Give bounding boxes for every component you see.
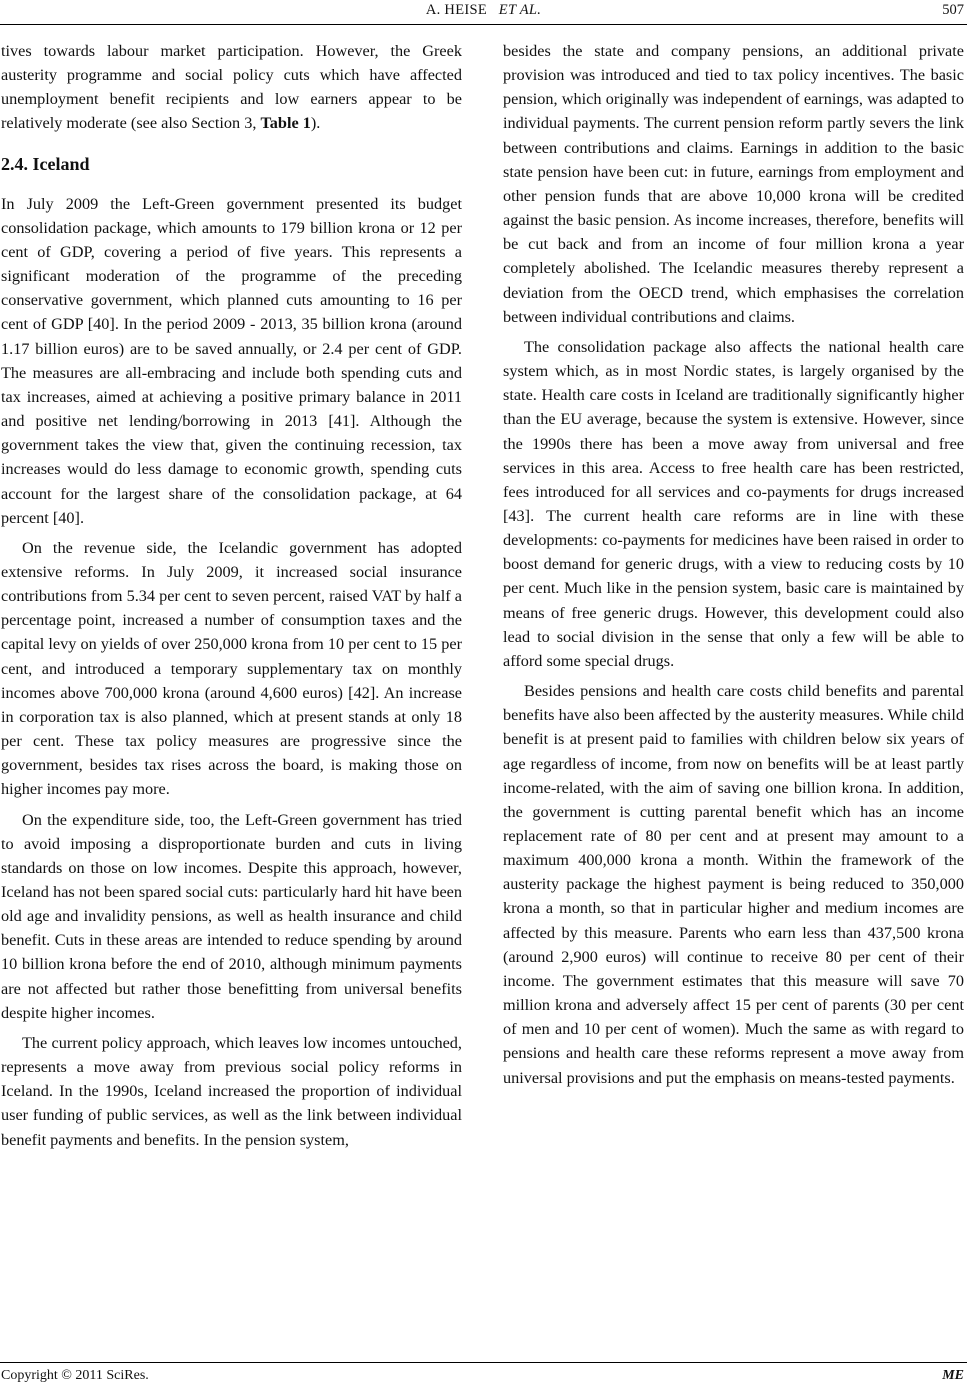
page-header — [0, 0, 967, 26]
header-rule — [0, 24, 967, 25]
right-column — [503, 39, 964, 1090]
paragraph-revenue-side: On the revenue side, the Icelandic government has adopted extensive reforms. In July 2009, it increased social insurance contributions from 5.34 per cent to seven percent, raised VAT by half a percentage point, increased a number of consumption taxes and the capital levy on yields of over 250,000 krona from 10 per cent to 15 per cent, and introduced a temporary supplementary tax on monthly incomes above 700,000 krona (around 4,600 euros) [42]. An increase in corporation tax is also planned, which at present stands at only 18 per cent. These tax policy measures are progressive since the government, besides tax rises across the board, is making those on higher incomes pay more. — [1, 538, 462, 799]
paragraph-pension-system: besides the state and company pensions, an additional private provision was introduced and tied to tax policy incentives. The basic pension, which originally was independent of earnings, was adapted to individual payments. The current pension reform partly severs the link between contributions and claims. Earnings in addition to the basic state pension have been cut: in future, earnings from employment and other pension funds that are above 10,000 krona will be credited against the basic pension. As income increases, therefore, benefits will be cut back and from an income of four million krona a year completely abolished. The Icelandic measures thereby represent a deviation from the OECD trend, which emphasises the correlation between individual contributions and claims. — [503, 42, 964, 326]
paragraph-health-care: The consolidation package also affects the national health care system which, as in most Nordic states, is largely organised by the state. Health care costs in Iceland are traditionally significantly higher than the EU average, because the system is extensive. However, since the 1990s there has been a move away from universal and free services in this area. Access to free health care has been restricted, fees introduced for all services and co-payments for drugs increased [43]. The current health care reforms are in line with these developments: co-payments for medicines have been raised in order to boost demand for generic drugs, with a view to reducing costs by 10 per cent. Much like in the pension system, basic care is maintained by means of free generic drugs. However, this development could also lead to social division in the sense that only a few will be able to afford some special drugs. — [503, 337, 964, 670]
paragraph-text: tives towards labour market participation. However, the Greek austerity programme and social policy cuts which have affected unemployment benefit recipients and low earners appear to be relatively moderate (see also Section 3, — [1, 42, 462, 133]
footer-rule — [0, 1362, 967, 1363]
left-column — [1, 39, 462, 1152]
running-head — [0, 2, 967, 19]
paragraph-child-parental-benefits: Besides pensions and health care costs child benefits and parental benefits have also been affected by the austerity measures. While child benefit is at present paid to families with children below six years of age regardless of income, from now on benefits will be at least partly income-related, with the aim of saving one billion krona. In addition, the government is cutting parental benefit which has an income replacement rate of 80 per cent and at present may amount to a maximum 400,000 krona a month. Within the framework of the austerity package the highest payment is being reduced to 350,000 krona a month, so that in particular higher and medium incomes are affected by this measure. Parents who earn less than 437,500 krona (around 2,900 euros) will continue to receive 80 per cent of their income. The government estimates that this measure will save 70 million krona and adversely affect 15 per cent of parents (30 per cent of men and 10 per cent of women). Much the same as with regard to pensions and health care these reforms represent a move away from universal provisions and put the emphasis on means-tested payments. — [503, 682, 964, 1087]
paragraph-greece-continuation — [1, 39, 462, 136]
copyright-notice: Copyright © 2011 SciRes. — [1, 1368, 149, 1383]
page-footer — [0, 1360, 967, 1384]
section-heading-iceland: 2.4. Iceland — [1, 153, 90, 174]
running-head-etal: ET AL. — [498, 2, 542, 18]
paragraph-policy-approach: The current policy approach, which leaves low incomes untouched, represents a move away from previous social policy reforms in Iceland. In the 1990s, Iceland increased the proportion of individual user funding of public services, as well as the link between individual benefit payments and benefits. In the pension system, — [1, 1033, 462, 1149]
journal-abbreviation: ME — [942, 1368, 964, 1383]
paragraph-expenditure-side: On the expenditure side, too, the Left-Green government has tried to avoid imposing a disproportionate burden and cuts in living standards on those on low incomes. Despite this approach, however, Iceland has not been spared social cuts: particularly hard hit have been old age and invalidity pensions, as well as health insurance and child benefit. Cuts in these areas are intended to reduce spending by around 10 billion krona before the end of 2010, although minimum payments are not affected but rather those benefitting from universal benefits despite higher incomes. — [1, 810, 462, 1022]
table-1-reference[interactable]: Table 1 — [260, 114, 311, 133]
paragraph-iceland-consolidation: In July 2009 the Left-Green government presented its budget consolidation package, which amounts to 179 billion krona or 12 per cent of GDP, covering a period of five years. This represents a significant moderation of the programme of the preceding conservative government, which planned cuts amounting to 16 per cent of GDP [40]. In the period 2009 - 2013, 35 billion krona (around 1.17 billion euros) are to be saved annually, or 2.4 per cent of GDP. The measures are all-embracing and include both spending cuts and tax increases, aimed at achieving a positive primary balance in 2011 and positive net lending/borrowing in 2013 [41]. Although the government takes the view that, given the continuing recession, tax increases would do less damage to economic growth, spending cuts account for the largest share of the consolidation package, at 64 percent [40]. — [1, 194, 462, 527]
running-head-authors: A. HEISE — [425, 2, 488, 18]
paragraph-tail: ). — [310, 114, 321, 133]
page-number: 507 — [942, 2, 964, 18]
